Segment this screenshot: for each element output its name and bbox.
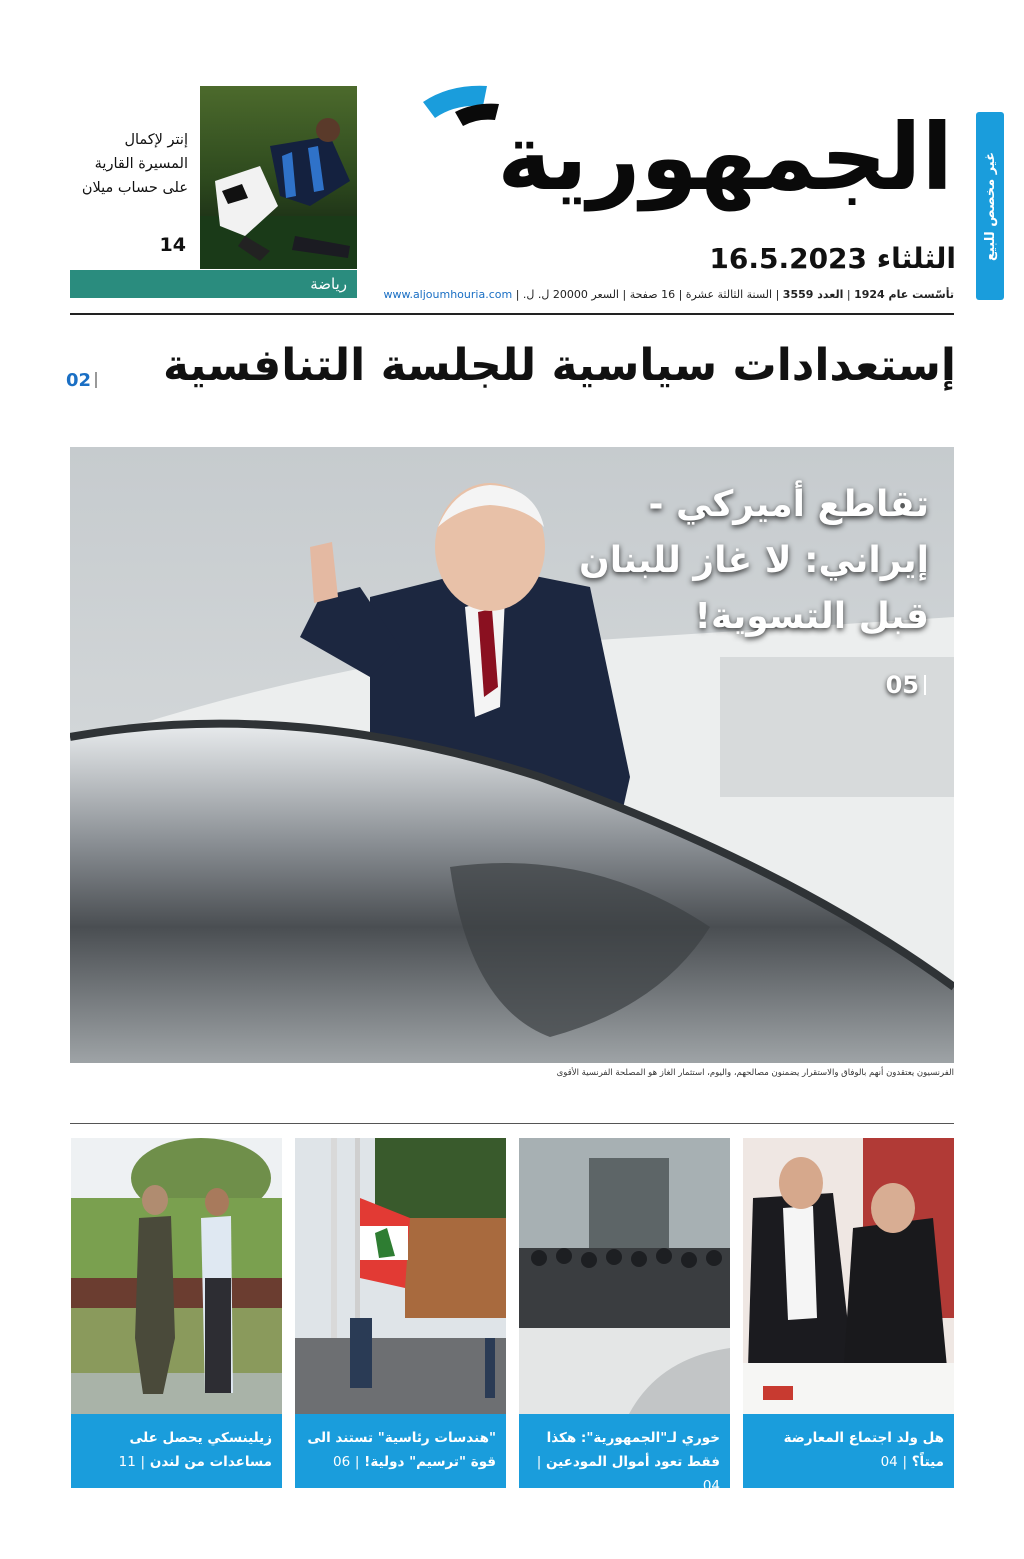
story-photo — [71, 1138, 282, 1414]
not-for-sale-label: غير مخصص للبيع — [982, 151, 998, 261]
main-headline-page — [66, 370, 110, 391]
story-photo — [743, 1138, 954, 1414]
sports-section-label[interactable]: رياضة — [70, 270, 357, 298]
story-card[interactable] — [71, 1138, 282, 1488]
main-headline[interactable]: إستعدادات سياسية للجلسة التنافسية — [162, 340, 956, 391]
not-for-sale-tag — [976, 112, 1004, 300]
story-photo — [295, 1138, 506, 1414]
story-title: هل ولد اجتماع المعارضة ميتاً؟ — [783, 1430, 944, 1470]
brand-name: الجمهورية — [497, 104, 953, 211]
section-divider — [70, 1123, 954, 1124]
story-page: 04 — [880, 1454, 898, 1470]
website-link[interactable]: www.aljoumhouria.com — [383, 288, 513, 301]
day-name: الثلثاء — [876, 242, 956, 275]
masthead[interactable] — [395, 78, 963, 248]
story-page: 11 — [118, 1454, 136, 1470]
story-card[interactable] — [519, 1138, 730, 1494]
sports-photo[interactable] — [200, 86, 357, 269]
story-photo — [519, 1138, 730, 1414]
sports-page-number: 14 — [159, 234, 186, 256]
story-caption: هل ولد اجتماع المعارضة ميتاً؟ | 04 — [743, 1414, 954, 1488]
hero-headline[interactable]: تقاطع أميركي - إيراني: لا غاز للبنان قبل التسوية! — [578, 484, 929, 637]
sports-teaser-text[interactable]: إنتر لإكمال المسيرة القارية على حساب ميلان — [81, 132, 188, 196]
hero-photo[interactable] — [70, 447, 954, 1063]
story-title: خوري لـ"الجمهورية": هكذا فقط تعود أموال المودعين — [545, 1430, 720, 1470]
hero-page-number: 05 — [885, 671, 919, 699]
header-divider — [70, 313, 954, 315]
story-card[interactable] — [743, 1138, 954, 1488]
story-caption: خوري لـ"الجمهورية": هكذا فقط تعود أموال المودعين | 04 — [519, 1414, 730, 1488]
main-headline-page-number: 02 — [66, 370, 92, 391]
story-card[interactable] — [295, 1138, 506, 1488]
price-text: السعر 20000 ل. ل. — [522, 288, 619, 301]
story-caption: زيلينسكي يحصل على مساعدات من لندن | 11 — [71, 1414, 282, 1488]
hero-page — [886, 671, 926, 699]
story-title: زيلينسكي يحصل على مساعدات من لندن — [129, 1430, 272, 1470]
hero-caption: الفرنسيون يعتقدون أنهم بالوفاق والاستقرار يضمنون مصالحهم، واليوم، استثمار الغاز هو المصلحة الفرنسية الأقوى — [556, 1068, 954, 1078]
date-line — [560, 242, 956, 275]
story-page: 06 — [333, 1454, 351, 1470]
issue-date: 16.5.2023 — [709, 242, 868, 275]
issue-number: العدد 3559 — [782, 288, 844, 301]
year-text: السنة الثالثة عشرة — [685, 288, 773, 301]
story-page: 04 — [702, 1478, 720, 1494]
story-title: "هندسات رئاسية" تستند الى قوة "ترسيم" دولية! — [307, 1430, 496, 1470]
story-caption: "هندسات رئاسية" تستند الى قوة "ترسيم" دولية! | 06 — [295, 1414, 506, 1488]
founded-text: تأسّست عام 1924 — [854, 288, 954, 301]
issue-meta: تأسّست عام 1924 | العدد 3559 | السنة الثالثة عشرة | 16 صفحة | السعر 20000 ل. ل. | www.aljoumhouria.com — [383, 288, 954, 301]
pages-count: 16 صفحة — [629, 288, 676, 301]
